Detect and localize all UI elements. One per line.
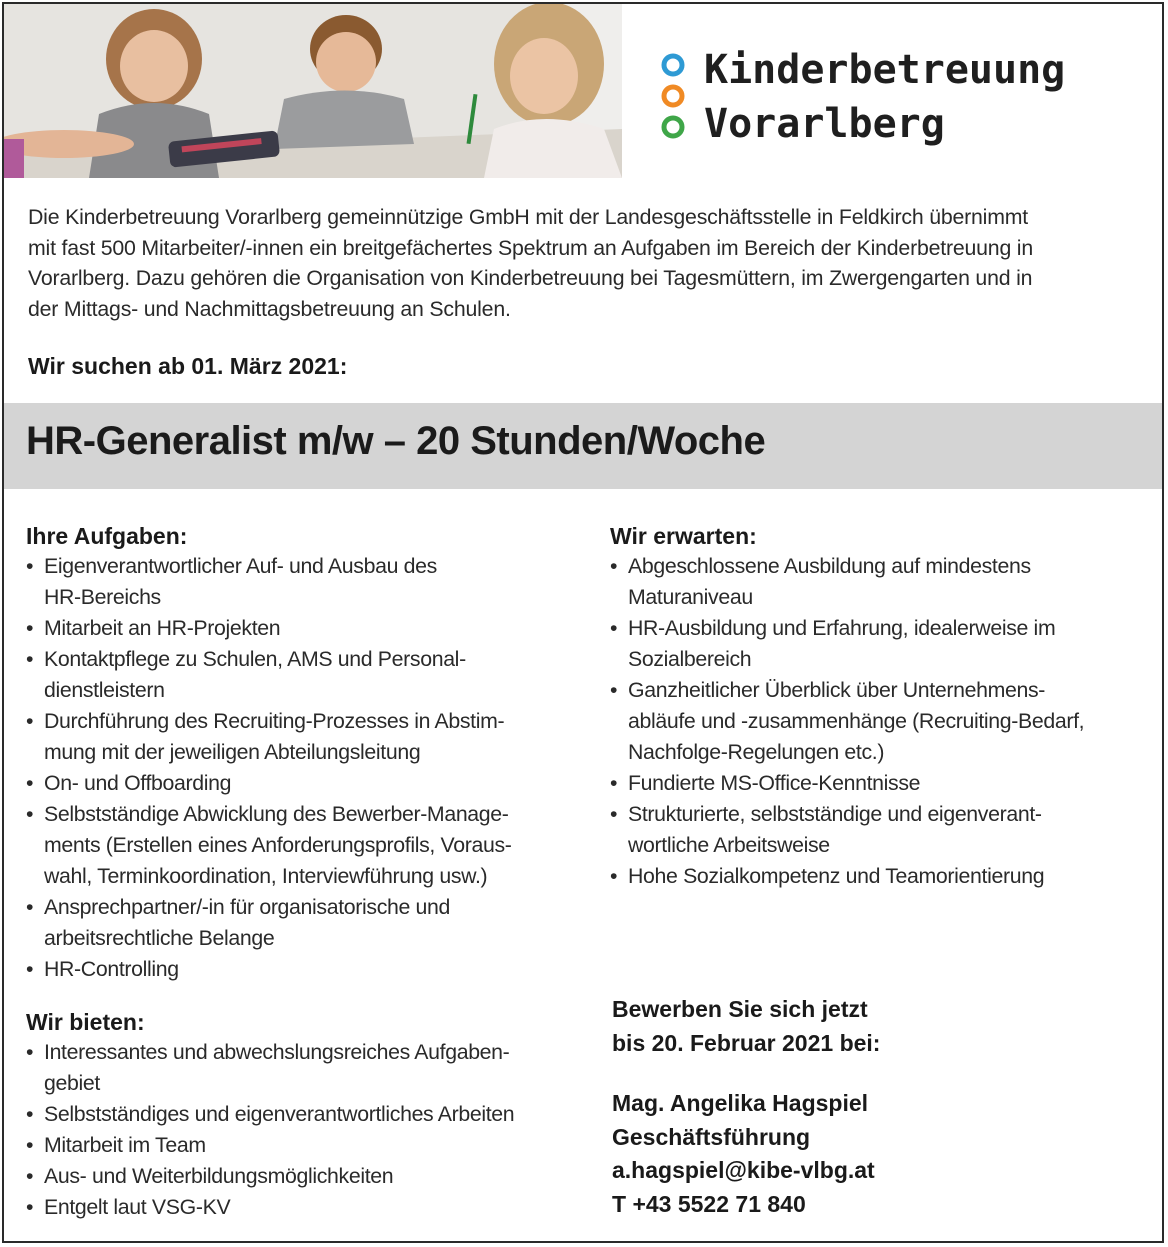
aufgaben-list bbox=[26, 551, 586, 985]
list-item: • Mitarbeit an HR-Projekten bbox=[26, 613, 586, 644]
logo bbox=[656, 44, 1156, 164]
list-item: • Selbstständiges und eigenverantwortliches Arbeiten bbox=[26, 1099, 586, 1130]
list-item: • Interessantes und abwechslungsreiches Aufgaben- gebiet bbox=[26, 1037, 586, 1099]
erwarten-heading: Wir erwarten: bbox=[610, 523, 757, 549]
list-item: • Strukturierte, selbstständige und eigenverant- wortliche Arbeitsweise bbox=[610, 799, 1150, 861]
list-item: • Durchführung des Recruiting-Prozesses in Abstim- mung mit der jeweiligen Abteilungsleitung bbox=[26, 706, 586, 768]
intro-line: Vorarlberg. Dazu gehören die Organisation von Kinderbetreuung bei Tagesmüttern, im Zwergengarten und in bbox=[28, 266, 1033, 290]
list-item: • Abgeschlossene Ausbildung auf mindestens Maturaniveau bbox=[610, 551, 1150, 613]
apply-line-2: bis 20. Februar 2021 bei: bbox=[612, 1029, 881, 1056]
apply-line-1: Bewerben Sie sich jetzt bbox=[612, 996, 868, 1022]
job-title-band bbox=[4, 403, 1164, 489]
intro-paragraph bbox=[28, 202, 1144, 324]
list-item: • Selbstständige Abwicklung des Bewerber-Manage- ments (Erstellen eines Anforderungsprofils, Voraus- wahl, Terminkoordination, Interviewführung usw.) bbox=[26, 799, 586, 892]
aufgaben-heading: Ihre Aufgaben: bbox=[26, 523, 188, 549]
logo-dots-icon bbox=[658, 50, 692, 140]
job-ad bbox=[2, 2, 1164, 1243]
list-item: • Fundierte MS-Office-Kenntnisse bbox=[610, 768, 1150, 799]
erwarten-list bbox=[610, 551, 1150, 892]
list-item: • Ansprechpartner/-in für organisatorische und arbeitsrechtliche Belange bbox=[26, 892, 586, 954]
list-item: • On- und Offboarding bbox=[26, 768, 586, 799]
list-item: • Hohe Sozialkompetenz und Teamorientierung bbox=[610, 861, 1150, 892]
contact-phone[interactable]: T +43 5522 71 840 bbox=[612, 1190, 806, 1217]
logo-text-2: Vorarlberg bbox=[704, 101, 945, 147]
list-item: • Kontaktpflege zu Schulen, AMS und Personal- dienstleistern bbox=[26, 644, 586, 706]
job-title: HR-Generalist m/w – 20 Stunden/Woche bbox=[26, 419, 766, 463]
bieten-heading: Wir bieten: bbox=[26, 1009, 145, 1035]
list-item: • Entgelt laut VSG-KV bbox=[26, 1192, 586, 1223]
intro-line: der Mittags- und Nachmittagsbetreuung an Schulen. bbox=[28, 296, 511, 321]
left-column bbox=[26, 521, 586, 1223]
logo-line-1 bbox=[690, 44, 1065, 96]
bieten-list bbox=[26, 1037, 586, 1223]
intro-line: mit fast 500 Mitarbeiter/-innen ein breitgefächertes Spektrum an Aufgaben im Bereich der Kinderbetreuung in bbox=[28, 235, 1033, 260]
intro-line: Die Kinderbetreuung Vorarlberg gemeinnützige GmbH mit der Landesgeschäftsstelle in Feldkirch übernimmt bbox=[28, 205, 1028, 229]
list-item: • Mitarbeit im Team bbox=[26, 1130, 586, 1161]
logo-line-2 bbox=[690, 98, 945, 150]
contact-name: Mag. Angelika Hagspiel bbox=[612, 1090, 869, 1116]
list-item: • Eigenverantwortlicher Auf- und Ausbau des HR-Bereichs bbox=[26, 551, 586, 613]
list-item: • Ganzheitlicher Überblick über Unternehmens- abläufe und -zusammenhänge (Recruiting-Bedarf, Nachfolge-Regelungen etc.) bbox=[610, 675, 1150, 768]
right-column bbox=[610, 521, 1150, 892]
seeking-heading: Wir suchen ab 01. März 2021: bbox=[28, 353, 348, 379]
header-photo bbox=[4, 4, 622, 178]
list-item: • HR-Controlling bbox=[26, 954, 586, 985]
contact-block bbox=[612, 993, 1152, 1221]
list-item: • Aus- und Weiterbildungsmöglichkeiten bbox=[26, 1161, 586, 1192]
contact-email[interactable]: a.hagspiel@kibe-vlbg.at bbox=[612, 1157, 875, 1183]
contact-role: Geschäftsführung bbox=[612, 1123, 811, 1150]
children-drawing-image bbox=[4, 4, 622, 178]
list-item: • HR-Ausbildung und Erfahrung, idealerweise im Sozialbereich bbox=[610, 613, 1150, 675]
logo-text-1: Kinderbetreuung bbox=[704, 47, 1066, 93]
